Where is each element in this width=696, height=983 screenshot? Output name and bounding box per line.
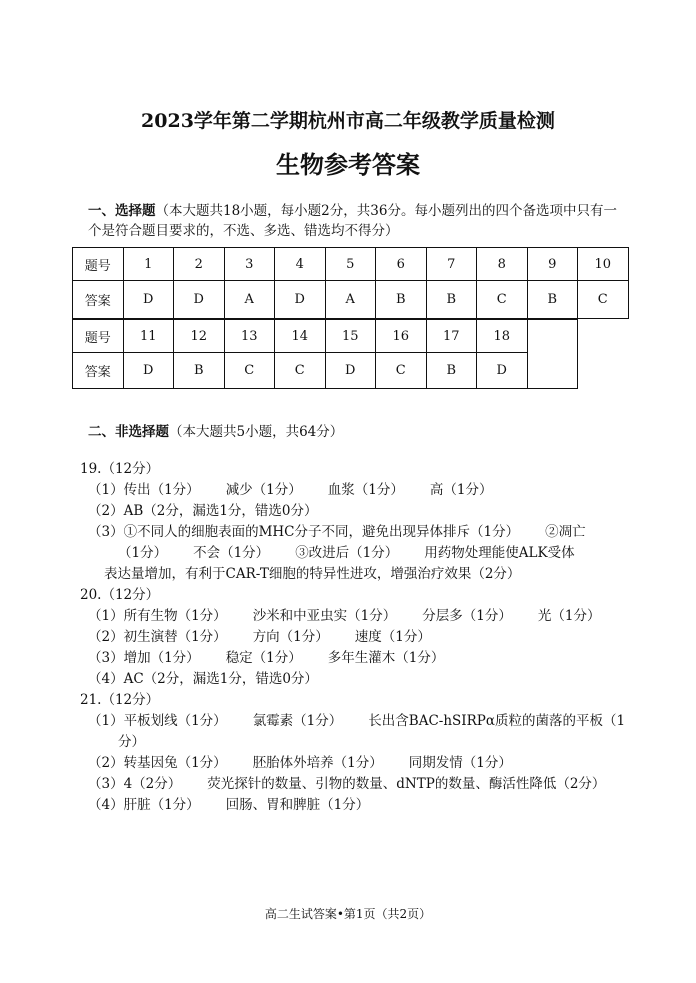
- answer-text: （1）平板划线（1分）: [88, 713, 227, 729]
- answer-line: [88, 793, 369, 813]
- section-2-heading: 二、非选择题: [88, 424, 169, 440]
- answer-text: 减少（1分）: [225, 482, 302, 498]
- answer-line: [88, 772, 605, 792]
- question-number: 5: [325, 248, 376, 281]
- answer-cell: D: [174, 281, 225, 319]
- question-number: 11: [123, 320, 174, 353]
- section-1-heading: 一、选择题: [88, 203, 156, 219]
- answer-line: [80, 457, 159, 477]
- answer-text: ②凋亡: [545, 524, 586, 540]
- answer-cell: B: [426, 281, 477, 319]
- answer-line: [88, 499, 318, 519]
- section-2-header: [88, 422, 628, 442]
- answer-line: [118, 730, 145, 750]
- answer-text: （3）4（2分）: [88, 776, 182, 792]
- answer-text: （2）转基因兔（1分）: [88, 755, 227, 771]
- answer-line: [88, 604, 600, 624]
- question-number: 9: [527, 248, 578, 281]
- answer-line: [88, 751, 512, 771]
- answer-table-1: [72, 247, 629, 319]
- question-number: 16: [376, 320, 427, 353]
- answer-line: [104, 562, 520, 582]
- answer-cell: D: [123, 353, 174, 389]
- label-a: 答案: [73, 281, 124, 319]
- answer-cell: B: [174, 353, 225, 389]
- answer-cell: A: [325, 281, 376, 319]
- question-number: 1: [123, 248, 174, 281]
- answer-text: 多年生灌木（1分）: [327, 650, 445, 666]
- answer-text: 沙米和中亚虫实（1分）: [252, 608, 397, 624]
- answer-text: （2）初生演替（1分）: [88, 629, 227, 645]
- answer-cell: B: [527, 281, 578, 319]
- answer-text: （1）传出（1分）: [88, 482, 200, 498]
- answer-text: （3）增加（1分）: [88, 650, 200, 666]
- section-2-desc: （本大题共5小题，共64分）: [169, 424, 344, 440]
- answer-cell: D: [325, 353, 376, 389]
- answer-text: 不会（1分）: [193, 545, 270, 561]
- question-number: 3: [224, 248, 275, 281]
- answer-line: [80, 583, 159, 603]
- answer-line: [80, 688, 159, 708]
- answer-cell: C: [477, 281, 528, 319]
- answer-cell: A: [224, 281, 275, 319]
- answer-cell: D: [275, 281, 326, 319]
- label-q: 题号: [73, 248, 124, 281]
- answer-text: （4）肝脏（1分）: [88, 797, 200, 813]
- exam-title: 2023学年第二学期杭州市高二年级教学质量检测: [141, 110, 555, 132]
- answer-text: 表达量增加，有利于CAR-T细胞的特异性进攻，增强治疗效果（2分）: [104, 566, 521, 582]
- question-number: 7: [426, 248, 477, 281]
- question-number: 17: [426, 320, 477, 353]
- answer-line: [88, 646, 444, 666]
- answer-cell: B: [376, 281, 427, 319]
- answer-text: 光（1分）: [537, 608, 601, 624]
- question-number: 15: [325, 320, 376, 353]
- answer-table-2: [72, 319, 578, 389]
- question-number: 13: [224, 320, 275, 353]
- answer-text: 方向（1分）: [252, 629, 329, 645]
- answer-cell: D: [123, 281, 174, 319]
- answer-text: 长出含BAC-hSIRPα质粒的菌落的平板（1: [368, 713, 626, 729]
- answer-text: （4）AC（2分，漏选1分，错选0分）: [88, 671, 318, 687]
- answer-line: [88, 667, 318, 687]
- answer-cell: B: [426, 353, 477, 389]
- answer-line: [88, 520, 586, 540]
- answer-cell: D: [477, 353, 528, 389]
- answer-text: 荧光探针的数量、引物的数量、dNTP的数量、酶活性降低（2分）: [207, 776, 606, 792]
- answer-line: [88, 478, 492, 498]
- answer-text: 19.（12分）: [80, 461, 160, 477]
- section-1-header: [88, 201, 628, 241]
- answer-text: 稳定（1分）: [225, 650, 302, 666]
- answer-cell: C: [578, 281, 629, 319]
- page-footer: 高二生试答案•第1页（共2页）: [264, 907, 432, 921]
- answer-line: [88, 709, 625, 729]
- question-number: 12: [174, 320, 225, 353]
- answer-text: 氯霉素（1分）: [252, 713, 343, 729]
- answer-text: 回肠、胃和脾脏（1分）: [225, 797, 370, 813]
- empty-cell: [527, 320, 578, 389]
- answer-text: 分层多（1分）: [422, 608, 512, 624]
- label-q: 题号: [73, 320, 124, 353]
- answer-text: 血浆（1分）: [327, 482, 404, 498]
- question-number: 2: [174, 248, 225, 281]
- answer-text: 速度（1分）: [354, 629, 431, 645]
- answer-text: 同期发情（1分）: [408, 755, 512, 771]
- answer-text: （3）①不同人的细胞表面的MHC分子不同，避免出现异体排斥（1分）: [88, 524, 520, 540]
- answer-text: 分）: [118, 734, 145, 750]
- answer-text: （1）所有生物（1分）: [88, 608, 227, 624]
- section-1-desc: （本大题共18小题，每小题2分，共36分。每小题列出的四个备选项中只有一个是符合题目要求的，不选、多选、错选均不得分）: [88, 203, 617, 239]
- answer-text: （1分）: [118, 545, 168, 561]
- question-number: 18: [477, 320, 528, 353]
- question-number: 10: [578, 248, 629, 281]
- answer-line: [88, 625, 431, 645]
- answer-key-title: 生物参考答案: [276, 150, 420, 179]
- answer-cell: C: [275, 353, 326, 389]
- question-number: 6: [376, 248, 427, 281]
- answer-text: 用药物处理能使ALK受体: [424, 545, 575, 561]
- answer-line: [118, 541, 575, 561]
- question-number: 4: [275, 248, 326, 281]
- answer-text: ③改进后（1分）: [295, 545, 399, 561]
- question-number: 14: [275, 320, 326, 353]
- answer-text: 21.（12分）: [80, 692, 160, 708]
- answer-cell: C: [376, 353, 427, 389]
- label-a: 答案: [73, 353, 124, 389]
- answer-text: （2）AB（2分，漏选1分，错选0分）: [88, 503, 318, 519]
- answer-text: 高（1分）: [429, 482, 493, 498]
- answer-cell: C: [224, 353, 275, 389]
- question-number: 8: [477, 248, 528, 281]
- answer-text: 胚胎体外培养（1分）: [252, 755, 383, 771]
- answer-text: 20.（12分）: [80, 587, 160, 603]
